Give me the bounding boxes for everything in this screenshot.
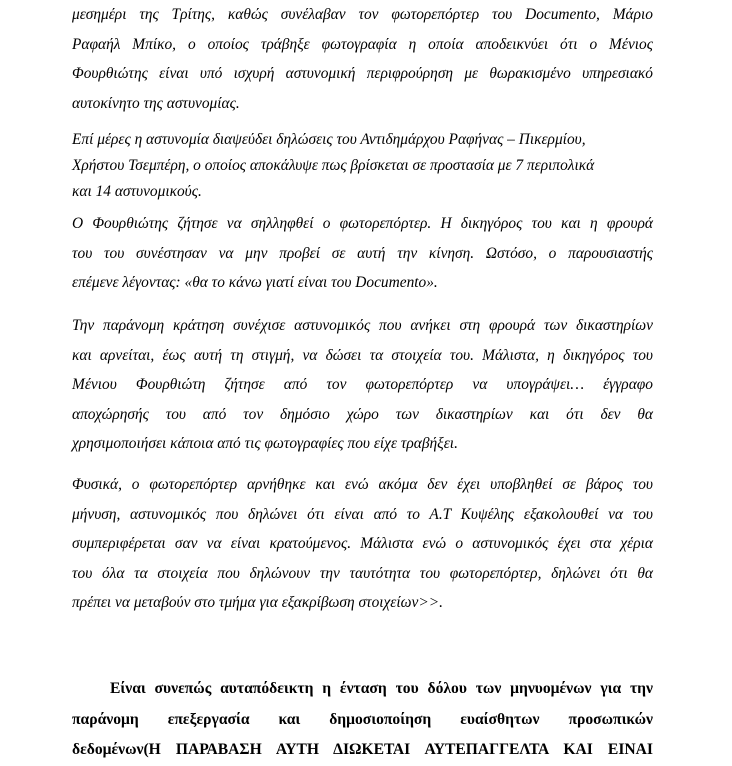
text-line: επέμενε λέγοντας: «θα το κάνω γιατί είναι του Documento». [72,274,438,291]
text-line: Επί μέρες η αστυνομία διαψεύδει δηλώσεις του Αντιδημάρχου Ραφήνας – Πικερμίου, [72,131,586,148]
text-line: μεσημέρι της Τρίτης, καθώς συνέλαβαν τον φωτορεπόρτερ του Documento, Μάριο [72,6,653,23]
text-line: Φυσικά, ο φωτορεπόρτερ αρνήθηκε και ενώ ακόμα δεν έχει υποβληθεί σε βάρος του [72,476,653,493]
text-line: του όλα τα στοιχεία που δηλώνουν την ταυτότητα του φωτορεπόρτερ, δηλώνει ότι θα [72,564,653,582]
text-line: δεδομένων(Η ΠΑΡΑΒΑΣΗ ΑΥΤΗ ΔΙΩΚΕΤΑΙ ΑΥΤΕΠΑΓΓΕΛΤΑ ΚΑΙ ΕΙΝΑΙ [72,741,653,758]
text-line: Την παράνομη κράτηση συνέχισε αστυνομικός που ανήκει στη φρουρά των δικαστηρίων [72,317,653,334]
text-line: παράνομη επεξεργασία και δημοσιοποίηση ευαίσθητων προσωπικών [72,710,653,728]
text-line: αυτοκίνητο της αστυνομίας. [72,94,240,112]
paragraph-5 [72,470,653,618]
paragraph-2 [72,127,653,205]
paragraph-1 [72,0,653,118]
paragraph-4 [72,311,653,459]
text-line: συμπεριφέρεται σαν να είναι κρατούμενος. Μάλιστα ενώ ο αστυνομικός έχει στα χέρια [72,535,653,552]
text-line: χρησιμοποιήσει κάποια από τις φωτογραφίες που είχε τραβήξει. [72,435,458,452]
text-line: και αρνείται, έως αυτή τη στιγμή, να δώσει τα στοιχεία του. Μάλιστα, η δικηγόρος του [72,346,653,364]
text-line: μήνυση, αστυνομικός που δηλώνει ότι είναι από το Α.Τ Κυψέλης εξακολουθεί να του [72,505,653,523]
text-line: Ο Φουρθιώτης ζήτησε να σηλληφθεί ο φωτορεπόρτερ. Η δικηγόρος του και η φρουρά [72,215,653,232]
text-line: Είναι συνεπώς αυταπόδεικτη η ένταση του δόλου των μηνυομένων για την [110,680,653,697]
text-line: Χρήστου Τσεμπέρη, ο οποίος αποκάλυψε πως βρίσκεται σε προστασία με 7 περιπολικά [72,157,595,174]
text-line: πρέπει να μεταβούν στο τμήμα για εξακρίβωση στοιχείων>>. [72,594,443,611]
text-line: του του συνέστησαν να μην προβεί σε αυτή την κίνηση. Ωστόσο, ο παρουσιαστής [72,244,653,262]
text-line: και 14 αστυνομικούς. [72,183,202,200]
text-line: αποχώρησής του από τον δημόσιο χώρο των δικαστηρίων και ότι δεν θα [72,405,653,423]
text-line: Μένιου Φουρθιώτη ζήτησε από τον φωτορεπόρτερ να υπογράψει… έγγραφο [72,376,653,393]
paragraph-6-bold [72,674,653,766]
text-line: Φουρθιώτης είναι υπό ισχυρή αστυνομική περιφρούρηση με θωρακισμένο υπηρεσιακό [72,65,653,82]
text-line: Ραφαήλ Μπίκο, ο οποίος τράβηξε φωτογραφία η οποία αποδεικνύει ότι ο Μένιος [72,35,653,53]
paragraph-3 [72,209,653,298]
